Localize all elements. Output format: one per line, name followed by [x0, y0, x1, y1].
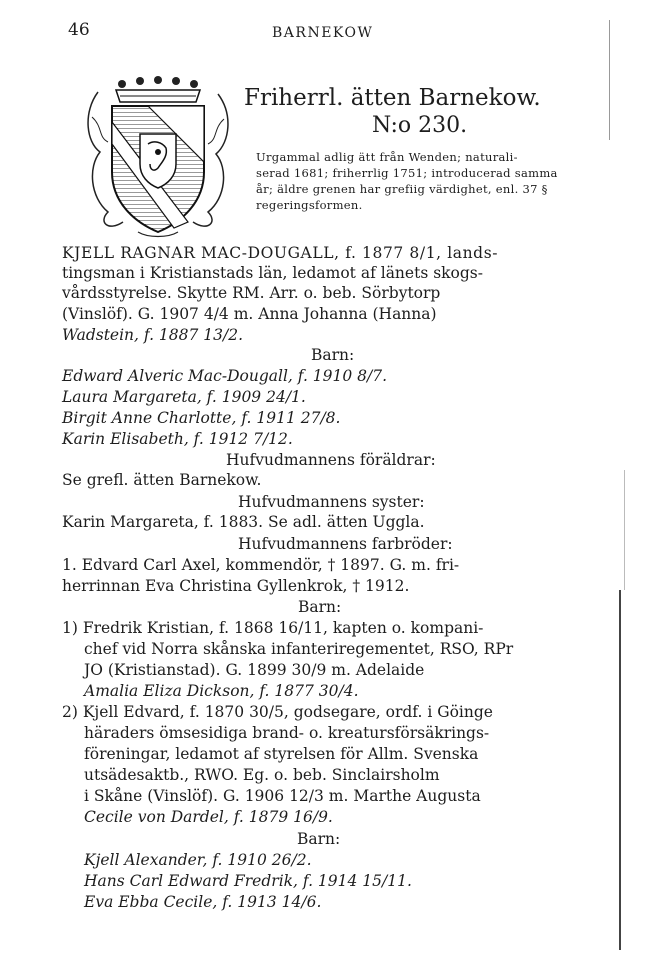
- entry-line: Wadstein, f. 1887 13/2.: [62, 326, 244, 344]
- cousin-1-line: 1) Fredrik Kristian, f. 1868 16/11, kapten o. kompani-: [62, 619, 484, 637]
- children-heading: Barn:: [311, 346, 355, 364]
- cousin-2-child-line: Hans Carl Edward Fredrik, f. 1914 15/11.: [84, 872, 412, 890]
- family-title: [244, 84, 541, 112]
- entry-line: vårdsstyrelse. Skytte RM. Arr. o. beb. Sörbytorp: [62, 284, 441, 302]
- uncles-heading: Hufvudmannens farbröder:: [238, 535, 453, 553]
- intro-line: år; äldre grenen har grefiig värdighet, enl. 37 §: [256, 182, 548, 196]
- cousin-1-line: chef vid Norra skånska infanteriregementet, RSO, RPr: [84, 640, 514, 658]
- sister-line: Karin Margareta, f. 1883. Se adl. ätten Uggla.: [62, 513, 425, 531]
- cousin-2-line: 2) Kjell Edvard, f. 1870 30/5, godsegare, ordf. i Göinge: [62, 703, 493, 721]
- entry-line: (Vinslöf). G. 1907 4/4 m. Anna Johanna (Hanna): [62, 305, 437, 323]
- child-line: Karin Elisabeth, f. 1912 7/12.: [62, 430, 293, 448]
- cousin-2-child-line: Kjell Alexander, f. 1910 26/2.: [84, 851, 312, 869]
- sister-heading: Hufvudmannens syster:: [238, 493, 425, 511]
- cousin-2-line: utsädesaktb., RWO. Eg. o. beb. Sinclairsholm: [84, 766, 440, 784]
- coat-of-arms-icon: [78, 72, 238, 240]
- intro-line: Urgammal adlig ätt från Wenden; naturali-: [256, 150, 518, 164]
- family-title-text: Friherrl. ätten Barnekow.: [244, 85, 541, 111]
- parents-reference: Se grefl. ätten Barnekow.: [62, 471, 262, 489]
- cousin-1-line: Amalia Eliza Dickson, f. 1877 30/4.: [84, 682, 359, 700]
- entry-line: tingsman i Kristianstads län, ledamot af länets skogs-: [62, 264, 483, 282]
- cousin-2-line: Cecile von Dardel, f. 1879 16/9.: [84, 808, 333, 826]
- child-line: Laura Margareta, f. 1909 24/1.: [62, 388, 306, 406]
- running-title: BARNEKOW: [272, 25, 374, 41]
- page-number: 46: [68, 20, 90, 40]
- scan-edge-line: [619, 590, 621, 950]
- scan-edge-line: [609, 20, 610, 140]
- cousin-2-line: häraders ömsesidiga brand- o. kreatursförsäkrings-: [84, 724, 490, 742]
- intro-line: serad 1681; friherrlig 1751; introducerad samma: [256, 166, 558, 180]
- uncle-line: 1. Edvard Carl Axel, kommendör, † 1897. G. m. fri-: [62, 556, 460, 574]
- child-line: Birgit Anne Charlotte, f. 1911 27/8.: [62, 409, 341, 427]
- uncle-line: herrinnan Eva Christina Gyllenkrok, † 1912.: [62, 577, 410, 595]
- family-number: N:o 230.: [372, 113, 468, 138]
- scan-edge-line: [624, 470, 625, 590]
- cousin-2-line: föreningar, ledamot af styrelsen för Allm. Svenska: [84, 745, 479, 763]
- parents-heading: Hufvudmannens föräldrar:: [226, 451, 436, 469]
- cousin-2-children-heading: Barn:: [297, 830, 341, 848]
- uncle-children-heading: Barn:: [298, 598, 342, 616]
- cousin-2-child-line: Eva Ebba Cecile, f. 1913 14/6.: [84, 893, 322, 911]
- child-line: Edward Alveric Mac-Dougall, f. 1910 8/7.: [62, 367, 388, 385]
- cousin-2-line: i Skåne (Vinslöf). G. 1906 12/3 m. Marthe Augusta: [84, 787, 481, 805]
- cousin-1-line: JO (Kristianstad). G. 1899 30/9 m. Adelaide: [84, 661, 425, 679]
- entry-line: KJELL RAGNAR MAC-DOUGALL, f. 1877 8/1, lands-: [62, 244, 499, 262]
- intro-line: regeringsformen.: [256, 198, 363, 212]
